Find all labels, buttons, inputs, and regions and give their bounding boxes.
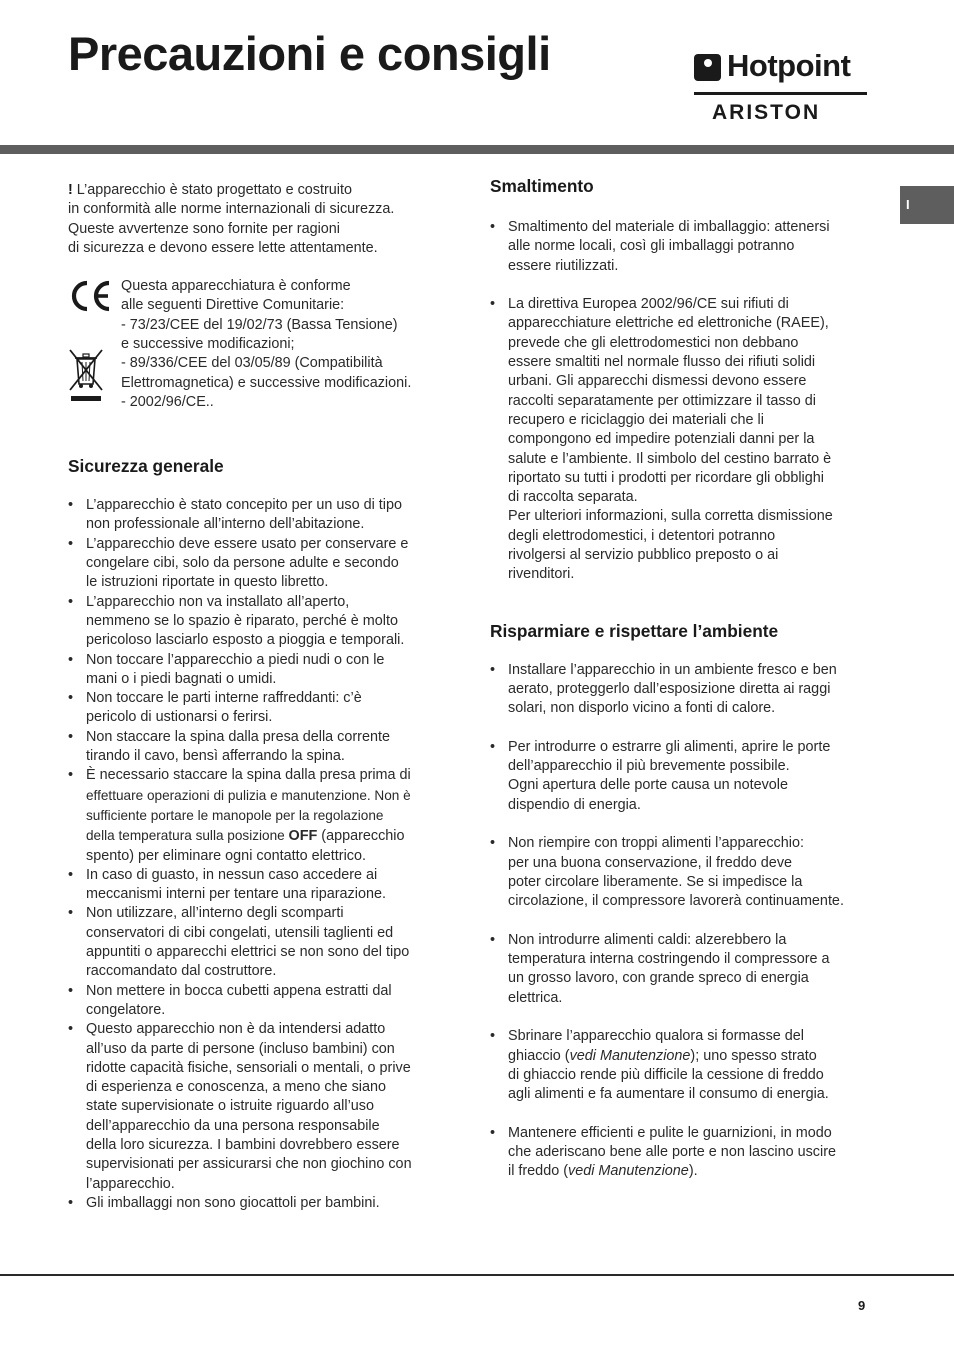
hotpoint-logo-icon <box>694 54 721 81</box>
heading-smaltimento: Smaltimento <box>490 176 594 196</box>
ce-mark-icon <box>68 279 112 313</box>
intro-section <box>68 181 448 258</box>
item-text: ). <box>688 1163 698 1180</box>
right-column <box>490 176 870 1182</box>
item-text: È necessario staccare la spina dalla presa prima di <box>86 767 411 784</box>
weee-bin-icon <box>68 346 104 402</box>
warning-mark: ! <box>68 182 73 198</box>
certification-block <box>68 277 448 413</box>
sicurezza-list <box>68 496 448 1213</box>
list-item: • Non staccare la spina dalla presa della corrente tirando il cavo, bensì afferrando la spina. <box>68 728 448 767</box>
list-item: • L’apparecchio è stato concepito per un uso di tipo non professionale all’interno dell’abitazione. <box>68 496 448 535</box>
intro-body: L’apparecchio è stato progettato e costruito in conformità alle norme internazionali di sicurezza. Queste avvertenze sono fornite per ragioni di sicurezza e devono essere lette attentamente. <box>68 182 395 256</box>
list-item <box>490 1124 870 1182</box>
brand-name: Hotpoint <box>727 48 851 83</box>
list-item: • Smaltimento del materiale di imballaggio: attenersi alle norme locali, così gli imballaggi potranno essere riutilizzati. <box>490 218 870 276</box>
list-item: • Non riempire con troppi alimenti l’apparecchio: per una buona conservazione, il freddo deve poter circolare liberamente. Se si impedisce la circolazione, il compressore lavorerà continuamente. <box>490 834 870 911</box>
brand-sub: ARISTON <box>712 101 821 124</box>
list-item: • Installare l’apparecchio in un ambiente fresco e ben aerato, proteggerlo dall’esposizione diretta ai raggi solari, non disporlo vicino a fonti di calore. <box>490 661 870 719</box>
off-label: OFF <box>288 828 318 845</box>
item-text: (apparecchio spento) per eliminare ogni contatto elettrico. <box>86 828 405 864</box>
list-item: • La direttiva Europea 2002/96/CE sui rifiuti di apparecchiature elettriche ed elettroniche (RAEE), prevede che gli elettrodomestici non debbano essere smaltiti nel normale flusso dei rifiuti solidi urbani. Gli apparecchi dismessi devono essere raccolti separatamente per ottimizzare il tasso di recupero e riciclaggio dei materiali che li compongono ed impedire potenziali danni per la salute e l’ambiente. Il simbolo del cestino barrato è riportato su tutti i prodotti per ricordare gli obblighi di raccolta separata. Per ulteriori informazioni, sulla corretta dismissione degli elettrodomestici, i detentori potranno rivolgersi al servizio pubblico preposto o ai rivenditori. <box>490 295 870 584</box>
smaltimento-list <box>490 218 870 585</box>
brand-logo <box>694 50 869 126</box>
item-text-small: effettuare operazioni di pulizia e manutenzione. Non è sufficiente portare le manopole per la regolazione della temperatura sulla posizione <box>86 787 411 844</box>
list-item: • Non utilizzare, all’interno degli scomparti conservatori di cibi congelati, utensili taglienti ed appuntiti o apparecchi elettrici se non sono del tipo raccomandato dal costruttore. <box>68 904 448 981</box>
list-item: • L’apparecchio non va installato all’aperto, nemmeno se lo spazio è riparato, perché è molto pericoloso lasciarlo esposto a pioggia e temporali. <box>68 593 448 651</box>
page-title: Precauzioni e consigli <box>68 27 551 80</box>
list-item: • Non toccare l’apparecchio a piedi nudi o con le mani o i piedi bagnati o umidi. <box>68 651 448 690</box>
list-item: • L’apparecchio deve essere usato per conservare e congelare cibi, solo da persone adulte e secondo le istruzioni riportate in questo libretto. <box>68 535 448 593</box>
manutenzione-reference: vedi Manutenzione <box>569 1047 691 1064</box>
footer-divider <box>0 1274 954 1276</box>
certification-text: Questa apparecchiatura è conforme alle seguenti Direttive Comunitarie: - 73/23/CEE del 19/02/73 (Bassa Tensione) e successive modificazioni; - 89/336/CEE del 03/05/89 (Compatibilità Elettromagnetica) e successive modificazioni. - 2002/96/CE.. <box>121 278 412 410</box>
logo-divider <box>694 92 867 95</box>
item-text: ); uno spesso strato di ghiaccio rende più difficile la cessione di freddo agli alimenti e fa aumentare il consumo di energia. <box>508 1047 829 1103</box>
item-text: Mantenere efficienti e pulite le guarnizioni, in modo che aderiscano bene alle porte e non lascino uscire il freddo ( <box>508 1124 836 1180</box>
page-number: 9 <box>858 1298 866 1313</box>
list-item: • Gli imballaggi non sono giocattoli per bambini. <box>68 1194 448 1213</box>
list-item: • Per introdurre o estrarre gli alimenti, aprire le porte dell’apparecchio il più brevemente possibile. Ogni apertura delle porte causa un notevole dispendio di energia. <box>490 738 870 815</box>
list-item <box>68 766 448 865</box>
list-item: • Non mettere in bocca cubetti appena estratti dal congelatore. <box>68 982 448 1021</box>
heading-sicurezza-generale: Sicurezza generale <box>68 456 224 477</box>
header-divider-bar <box>0 145 954 154</box>
item-text: Sbrinare l’apparecchio qualora si formasse del ghiaccio ( <box>508 1028 804 1064</box>
risparmiare-list <box>490 661 870 1182</box>
list-item: • Non toccare le parti interne raffreddanti: c’è pericolo di ustionarsi o ferirsi. <box>68 689 448 728</box>
manutenzione-reference: vedi Manutenzione <box>568 1163 689 1180</box>
intro-text <box>68 181 448 258</box>
list-item: • Non introdurre alimenti caldi: alzerebbero la temperatura interna costringendo il compressore a un grosso lavoro, con grande spreco di energia elettrica. <box>490 931 870 1008</box>
list-item: • Questo apparecchio non è da intendersi adatto all’uso da parte di persone (incluso bambini) con ridotte capacità fisiche, sensoriali o mentali, o prive di esperienza e conoscenza, a meno che siano state supervisionate o istruite riguardo all’uso dell’apparecchio da una persona responsabile della loro sicurezza. I bambini dovrebbero essere supervisionati per assicurarsi che non giochino con l’apparecchio. <box>68 1020 448 1194</box>
list-item: • In caso di guasto, in nessun caso accedere ai meccanismi interni per tentare una riparazione. <box>68 866 448 905</box>
list-item <box>490 1027 870 1104</box>
left-column <box>68 181 448 1213</box>
language-tab: I <box>900 186 954 224</box>
heading-risparmiare: Risparmiare e rispettare l’ambiente <box>490 620 779 641</box>
